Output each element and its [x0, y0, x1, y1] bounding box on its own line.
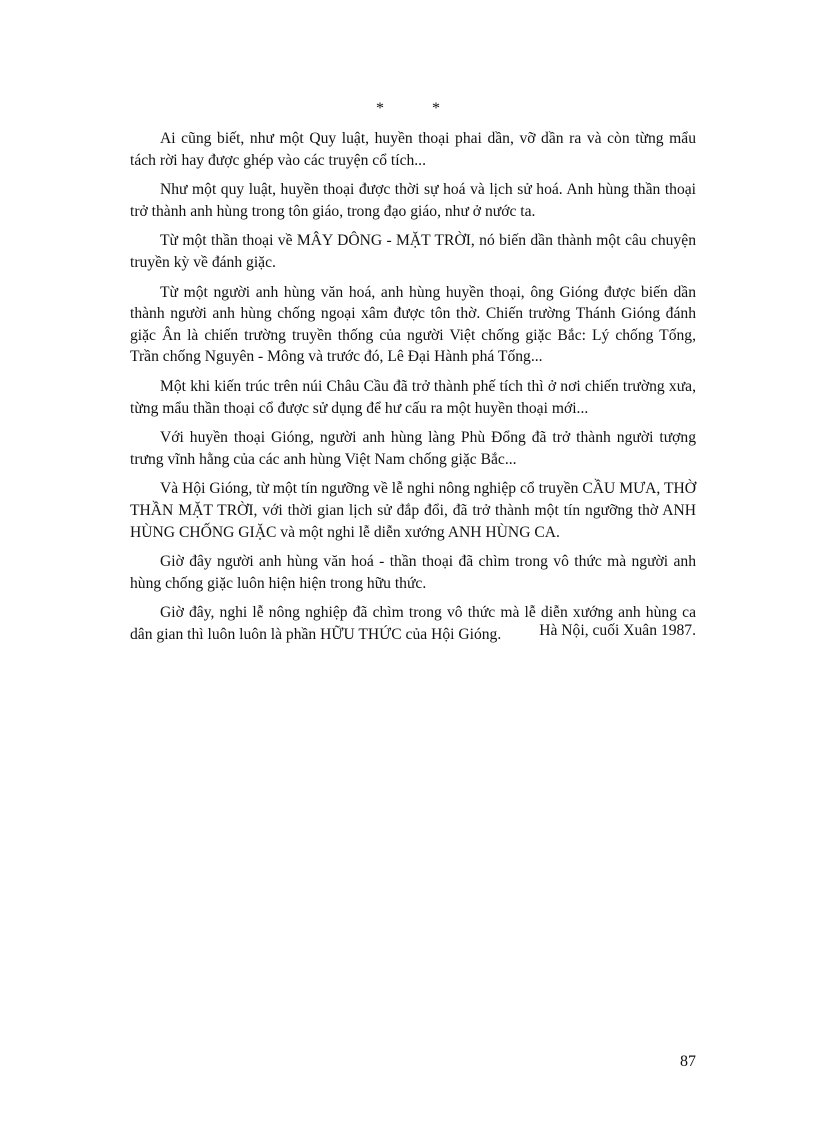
- paragraph: Một khi kiến trúc trên núi Châu Cầu đã trở thành phế tích thì ở nơi chiến trường xưa, từng mẩu thần thoại cổ được sử dụng để hư cấu ra một huyền thoại mới...: [130, 377, 696, 417]
- paragraph: Và Hội Gióng, từ một tín ngưỡng về lễ nghi nông nghiệp cổ truyền CẦU MƯA, THỜ THẦN MẶT TRỜI, với thời gian lịch sử đắp đổi, đã trở thành một tín ngưỡng thờ ANH HÙNG CHỐNG GIẶC và một nghi lễ diễn xướng ANH HÙNG CA.: [130, 480, 696, 541]
- paragraph: Giờ đây người anh hùng văn hoá - thần thoại đã chìm trong vô thức mà người anh hùng chống giặc luôn hiện hiện trong hữu thức.: [130, 553, 696, 592]
- paragraph: Giờ đây, nghi lễ nông nghiệp đã chìm trong vô thức mà lễ diễn xướng anh hùng ca dân gian thì luôn luôn là phần HỮU THỨC của Hội Gióng.: [130, 604, 696, 643]
- page-number: 87: [680, 1053, 696, 1070]
- section-separator: * *: [376, 100, 462, 117]
- place-date-signature: Hà Nội, cuối Xuân 1987.: [539, 622, 696, 639]
- paragraph: Từ một thần thoại về MÂY DÔNG - MẶT TRỜI, nó biến dần thành một câu chuyện truyền kỳ về đánh giặc.: [130, 232, 696, 271]
- paragraph: Từ một người anh hùng văn hoá, anh hùng huyền thoại, ông Gióng được biến dần thành người anh hùng chống ngoại xâm được tôn thờ. Chiến trường Thánh Gióng đánh giặc Ân là chiến trường truyền thống của người Việt chống giặc Bắc: Lý chống Tống, Trần chống Nguyên - Mông và trước đó, Lê Đại Hành phá Tống...: [130, 283, 696, 366]
- paragraph: Với huyền thoại Gióng, người anh hùng làng Phù Đổng đã trở thành người tượng trưng vĩnh hằng của các anh hùng Việt Nam chống giặc Bắc...: [130, 429, 696, 468]
- body-text: [130, 128, 696, 653]
- paragraph: Ai cũng biết, như một Quy luật, huyền thoại phai dần, vỡ dần ra và còn từng mẩu tách rời hay được ghép vào các truyện cổ tích...: [130, 130, 696, 169]
- paragraph: Như một quy luật, huyền thoại được thời sự hoá và lịch sử hoá. Anh hùng thần thoại trở thành anh hùng trong tôn giáo, trong đạo giáo, như ở nước ta.: [130, 181, 696, 220]
